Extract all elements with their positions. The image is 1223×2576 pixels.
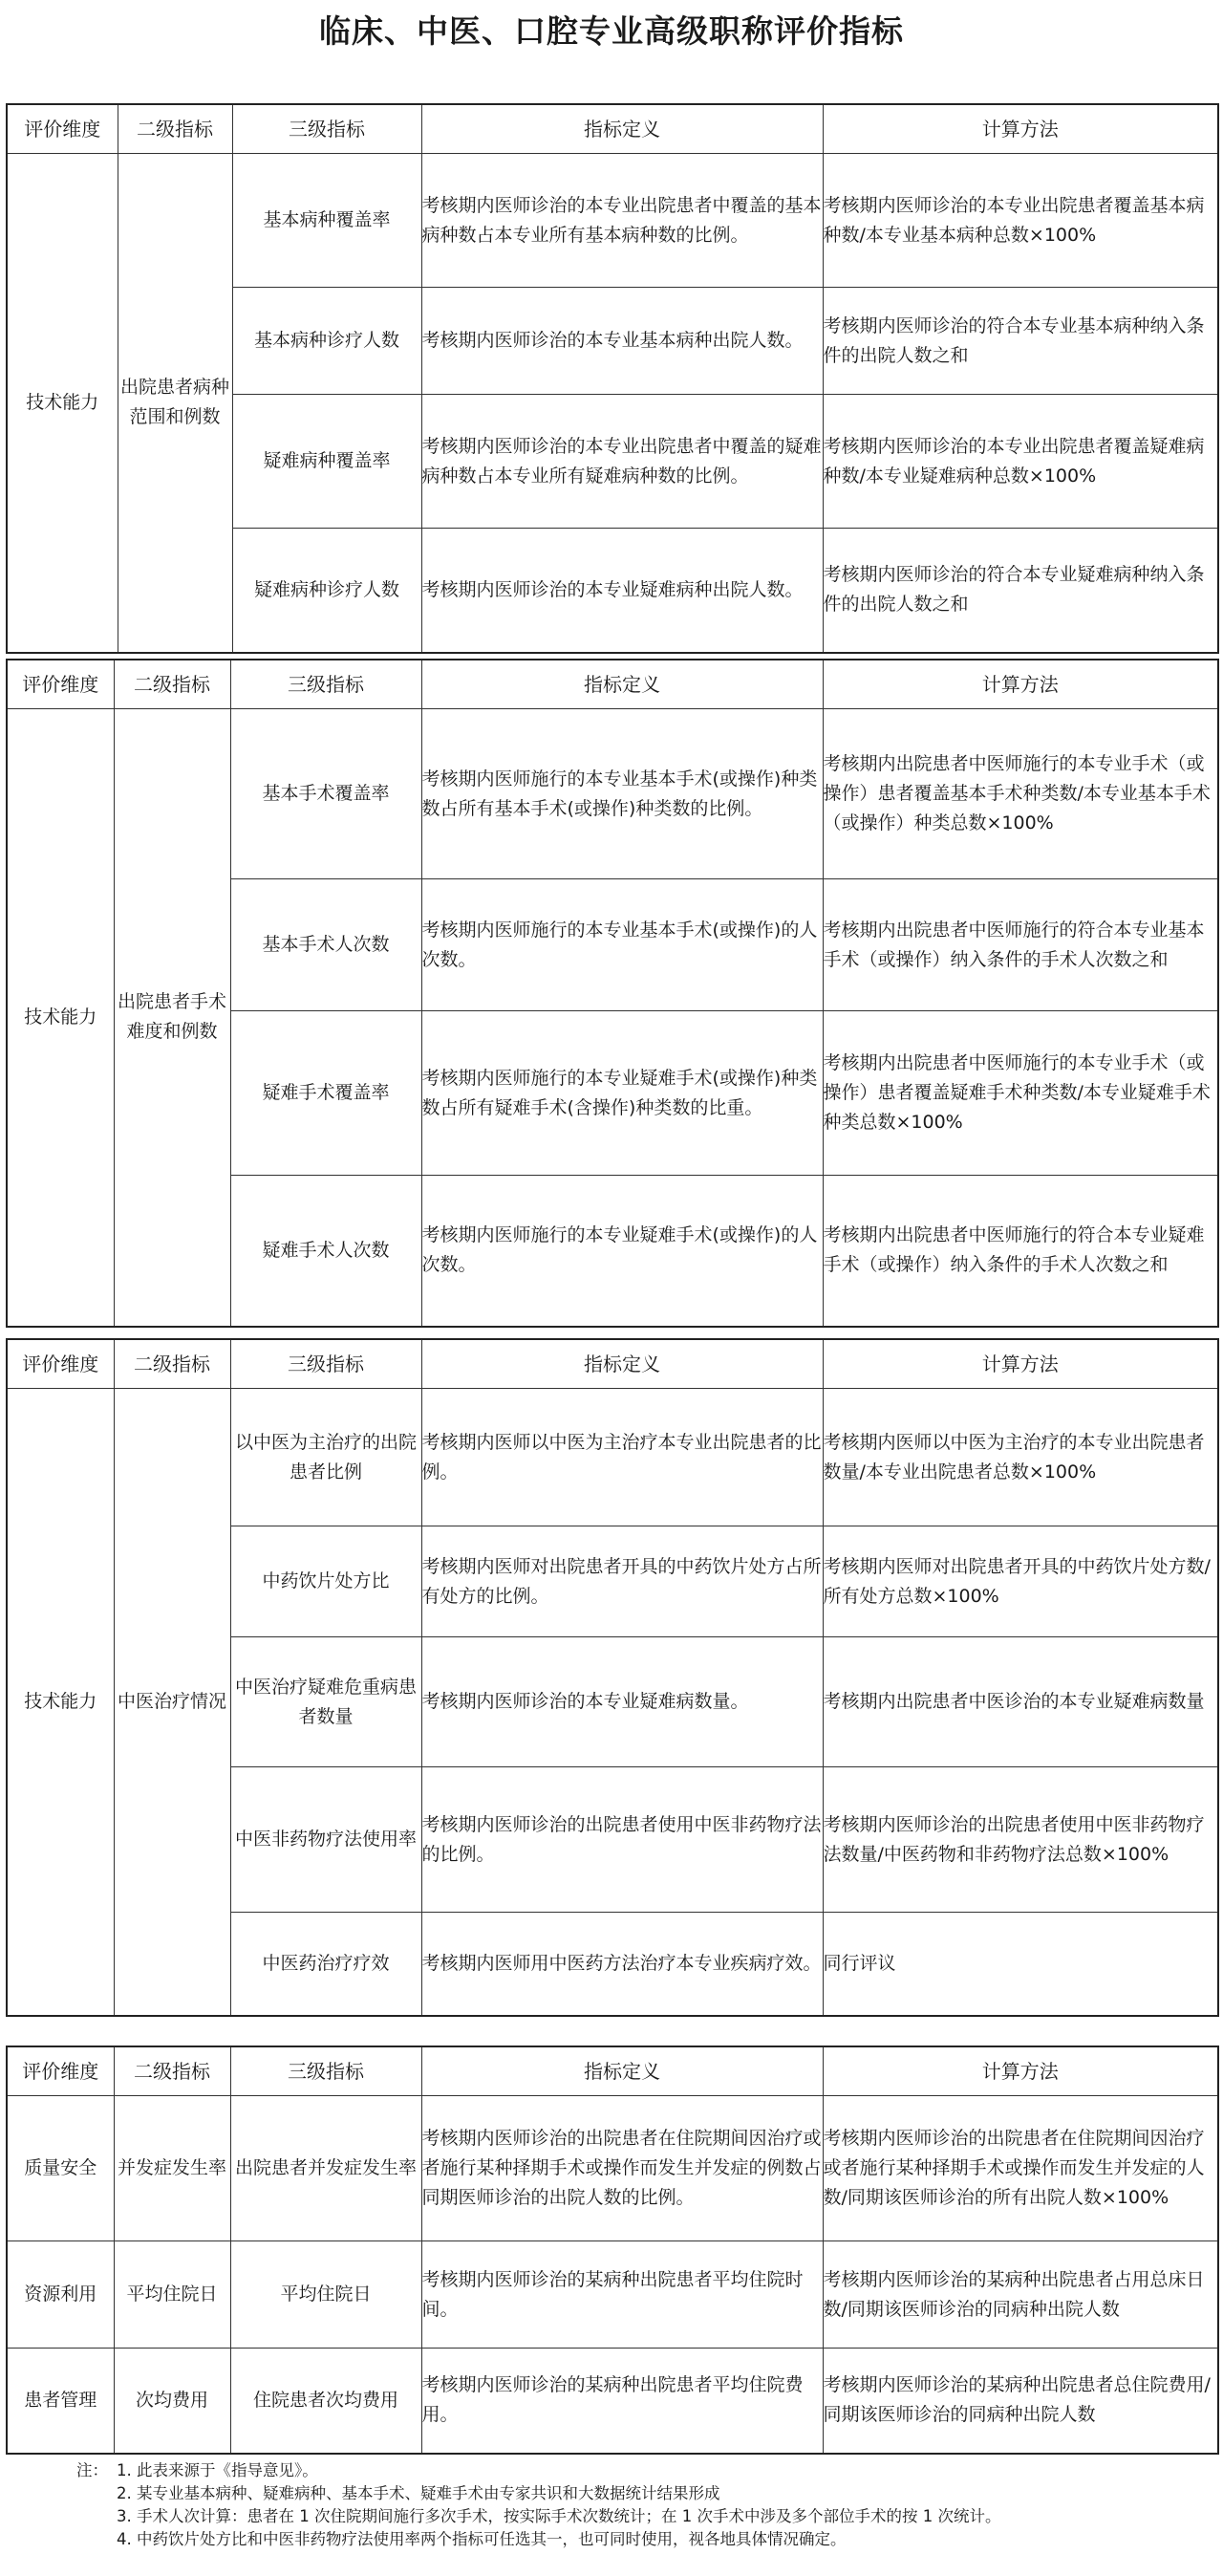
table-header-row [7,660,1218,709]
header-sec: 二级指标 [114,2046,230,2096]
dimension-cell: 质量安全 [7,2096,114,2241]
calculation-cell: 考核期内出院患者中医师施行的本专业手术（或操作）患者覆盖基本手术种类数/本专业基本手术（或操作）种类总数×100% [823,709,1218,879]
tertiary-indicator-cell: 以中医为主治疗的出院患者比例 [230,1389,421,1526]
tertiary-indicator-cell: 基本手术覆盖率 [230,709,421,879]
secondary-indicator-cell: 次均费用 [114,2349,230,2454]
header-calc: 计算方法 [823,1339,1218,1389]
secondary-indicator-cell: 平均住院日 [114,2241,230,2349]
header-calc: 计算方法 [823,2046,1218,2096]
header-calc: 计算方法 [823,660,1218,709]
tertiary-indicator-cell: 中医非药物疗法使用率 [230,1767,421,1913]
table-row [7,2349,1218,2454]
header-def: 指标定义 [421,660,823,709]
note-text: 4. 中药饮片处方比和中医非药物疗法使用率两个指标可任选其一，也可同时使用，视各地具体情况确定。 [117,2530,847,2548]
header-ter: 三级指标 [230,1339,421,1389]
tertiary-indicator-cell: 疑难手术覆盖率 [230,1011,421,1176]
table-row [7,2241,1218,2349]
calculation-cell: 考核期内医师诊治的本专业出院患者覆盖基本病种数/本专业基本病种总数×100% [823,154,1218,288]
header-dim: 评价维度 [7,2046,114,2096]
definition-cell: 考核期内医师诊治的本专业疑难病种出院人数。 [421,529,823,653]
dimension-cell: 技术能力 [7,154,118,653]
calculation-cell: 考核期内医师以中医为主治疗的本专业出院患者数量/本专业出院患者总数×100% [823,1389,1218,1526]
dimension-cell: 资源利用 [7,2241,114,2349]
note-text: 3. 手术人次计算：患者在 1 次住院期间施行多次手术，按实际手术次数统计；在 1 次手术中涉及多个部位手术的按 1 次统计。 [117,2507,1001,2525]
header-ter: 三级指标 [230,2046,421,2096]
note-text: 1. 此表来源于《指导意见》。 [117,2461,318,2479]
note-item [76,2528,1204,2551]
header-sec: 二级指标 [118,104,232,154]
header-dim: 评价维度 [7,1339,114,1389]
definition-cell: 考核期内医师诊治的出院患者在住院期间因治疗或者施行某种择期手术或操作而发生并发症的例数占同期医师诊治的出院人数的比例。 [421,2096,823,2241]
note-text: 2. 某专业基本病种、疑难病种、基本手术、疑难手术由专家共识和大数据统计结果形成 [117,2484,720,2502]
table-header-row [7,1339,1218,1389]
calculation-cell: 考核期内医师对出院患者开具的中药饮片处方数/所有处方总数×100% [823,1526,1218,1637]
tertiary-indicator-cell: 疑难病种诊疗人数 [232,529,421,653]
secondary-indicator-cell: 并发症发生率 [114,2096,230,2241]
header-ter: 三级指标 [232,104,421,154]
calculation-cell: 考核期内医师诊治的某病种出院患者总住院费用/同期该医师诊治的同病种出院人数 [823,2349,1218,2454]
dimension-cell: 技术能力 [7,1389,114,2016]
table-row [7,154,1218,288]
secondary-indicator-cell: 出院患者病种范围和例数 [118,154,232,653]
tertiary-indicator-cell: 中医药治疗疗效 [230,1913,421,2016]
definition-cell: 考核期内医师诊治的本专业出院患者中覆盖的疑难病种数占本专业所有疑难病种数的比例。 [421,395,823,529]
header-def: 指标定义 [421,2046,823,2096]
metric-table-surgery [6,659,1219,1328]
definition-cell: 考核期内医师诊治的本专业疑难病数量。 [421,1637,823,1767]
calculation-cell: 考核期内医师诊治的出院患者在住院期间因治疗或者施行某种择期手术或操作而发生并发症的人数/同期该医师诊治的所有出院人数×100% [823,2096,1218,2241]
header-def: 指标定义 [421,1339,823,1389]
definition-cell: 考核期内医师施行的本专业基本手术(或操作)的人次数。 [421,879,823,1011]
header-sec: 二级指标 [114,1339,230,1389]
definition-cell: 考核期内医师诊治的本专业出院患者中覆盖的基本病种数占本专业所有基本病种数的比例。 [421,154,823,288]
definition-cell: 考核期内医师诊治的某病种出院患者平均住院时间。 [421,2241,823,2349]
tertiary-indicator-cell: 平均住院日 [230,2241,421,2349]
dimension-cell: 患者管理 [7,2349,114,2454]
tertiary-indicator-cell: 基本手术人次数 [230,879,421,1011]
definition-cell: 考核期内医师诊治的本专业基本病种出院人数。 [421,288,823,395]
secondary-indicator-cell: 出院患者手术难度和例数 [114,709,230,1327]
header-def: 指标定义 [421,104,823,154]
header-ter: 三级指标 [230,660,421,709]
calculation-cell: 考核期内出院患者中医诊治的本专业疑难病数量 [823,1637,1218,1767]
calculation-cell: 考核期内出院患者中医师施行的符合本专业基本手术（或操作）纳入条件的手术人次数之和 [823,879,1218,1011]
definition-cell: 考核期内医师施行的本专业疑难手术(或操作)种类数占所有疑难手术(含操作)种类数的比重。 [421,1011,823,1176]
tertiary-indicator-cell: 中药饮片处方比 [230,1526,421,1637]
metric-table-tcm [6,1338,1219,2017]
note-item [76,2482,1204,2505]
tertiary-indicator-cell: 住院患者次均费用 [230,2349,421,2454]
table-row [7,709,1218,879]
metric-table-disease [6,103,1219,654]
tertiary-indicator-cell: 中医治疗疑难危重病患者数量 [230,1637,421,1767]
calculation-cell: 考核期内出院患者中医师施行的符合本专业疑难手术（或操作）纳入条件的手术人次数之和 [823,1176,1218,1327]
tertiary-indicator-cell: 基本病种覆盖率 [232,154,421,288]
definition-cell: 考核期内医师诊治的出院患者使用中医非药物疗法的比例。 [421,1767,823,1913]
dimension-cell: 技术能力 [7,709,114,1327]
definition-cell: 考核期内医师施行的本专业疑难手术(或操作)的人次数。 [421,1176,823,1327]
header-sec: 二级指标 [114,660,230,709]
header-calc: 计算方法 [823,104,1218,154]
table-row [7,2096,1218,2241]
tertiary-indicator-cell: 出院患者并发症发生率 [230,2096,421,2241]
calculation-cell: 考核期内医师诊治的出院患者使用中医非药物疗法数量/中医药物和非药物疗法总数×100% [823,1767,1218,1913]
calculation-cell: 考核期内出院患者中医师施行的本专业手术（或操作）患者覆盖疑难手术种类数/本专业疑难手术种类总数×100% [823,1011,1218,1176]
table-header-row [7,2046,1218,2096]
calculation-cell: 考核期内医师诊治的本专业出院患者覆盖疑难病种数/本专业疑难病种总数×100% [823,395,1218,529]
header-dim: 评价维度 [7,660,114,709]
note-prefix: 注： [76,2461,108,2479]
definition-cell: 考核期内医师施行的本专业基本手术(或操作)种类数占所有基本手术(或操作)种类数的比例。 [421,709,823,879]
definition-cell: 考核期内医师以中医为主治疗本专业出院患者的比例。 [421,1389,823,1526]
tertiary-indicator-cell: 疑难病种覆盖率 [232,395,421,529]
header-dim: 评价维度 [7,104,118,154]
table-header-row [7,104,1218,154]
calculation-cell: 考核期内医师诊治的符合本专业基本病种纳入条件的出院人数之和 [823,288,1218,395]
calculation-cell: 考核期内医师诊治的某病种出院患者占用总床日数/同期该医师诊治的同病种出院人数 [823,2241,1218,2349]
notes [76,2459,1204,2551]
definition-cell: 考核期内医师诊治的某病种出院患者平均住院费用。 [421,2349,823,2454]
tertiary-indicator-cell: 基本病种诊疗人数 [232,288,421,395]
page-title: 临床、中医、口腔专业高级职称评价指标 [319,11,904,50]
tertiary-indicator-cell: 疑难手术人次数 [230,1176,421,1327]
definition-cell: 考核期内医师用中医药方法治疗本专业疾病疗效。 [421,1913,823,2016]
definition-cell: 考核期内医师对出院患者开具的中药饮片处方占所有处方的比例。 [421,1526,823,1637]
table-row [7,1389,1218,1526]
calculation-cell: 同行评议 [823,1913,1218,2016]
secondary-indicator-cell: 中医治疗情况 [114,1389,230,2016]
metric-table-quality [6,2046,1219,2455]
calculation-cell: 考核期内医师诊治的符合本专业疑难病种纳入条件的出院人数之和 [823,529,1218,653]
note-item [76,2459,1204,2482]
note-item [76,2505,1204,2528]
